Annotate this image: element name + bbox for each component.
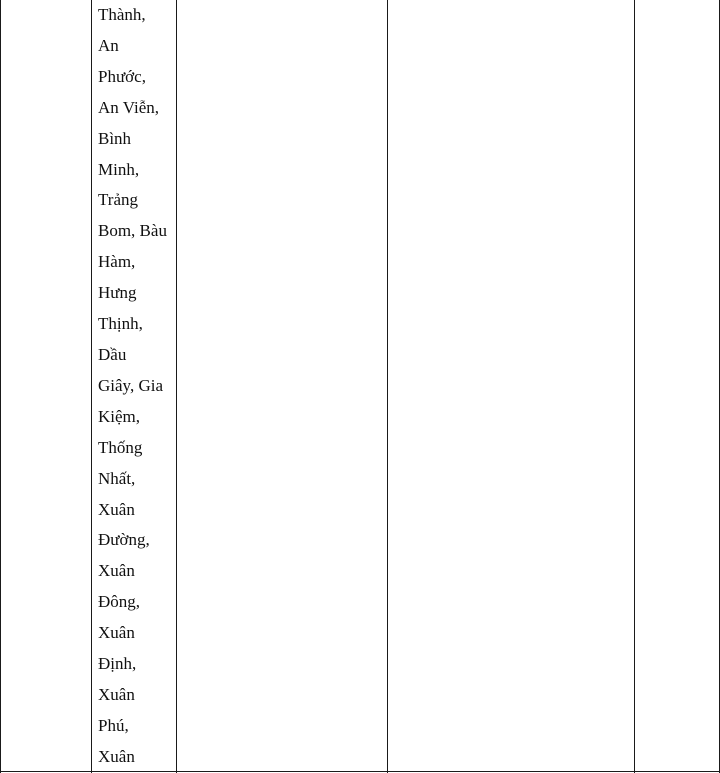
list-item: Xuân: [98, 746, 135, 766]
list-item: Xuân: [98, 499, 135, 519]
list-item: Hàm,: [98, 252, 136, 272]
column-divider-4: [634, 0, 635, 773]
list-item: Thành,: [98, 5, 146, 24]
list-item: Thịnh,: [98, 314, 143, 334]
list-item: Phước,: [98, 66, 146, 86]
list-item: Xuân: [98, 684, 135, 704]
list-item: Thống: [98, 437, 143, 457]
list-item: Minh,: [98, 159, 140, 179]
list-item: Trảng: [98, 190, 138, 210]
commune-list-cell: [98, 0, 176, 773]
list-item: Nhất,: [98, 468, 136, 488]
table-border-left: [0, 0, 1, 773]
list-item: Bình: [98, 128, 132, 148]
list-item: Xuân: [98, 561, 135, 581]
list-item: Bom, Bàu: [98, 221, 167, 241]
column-divider-1: [91, 0, 92, 773]
list-item: Hưng: [98, 283, 137, 303]
list-item: Dầu: [98, 344, 127, 364]
list-item: An Viễn,: [98, 97, 159, 117]
list-item: Đông,: [98, 592, 141, 612]
list-item: Kiệm,: [98, 406, 141, 426]
list-item: Giây, Gia: [98, 375, 163, 395]
column-divider-3: [387, 0, 388, 773]
list-item: Định,: [98, 654, 137, 674]
list-item: Xuân: [98, 623, 135, 643]
list-item: An: [98, 35, 119, 55]
list-item: Đường,: [98, 530, 150, 550]
list-item: Phú,: [98, 715, 129, 735]
column-divider-2: [176, 0, 177, 773]
